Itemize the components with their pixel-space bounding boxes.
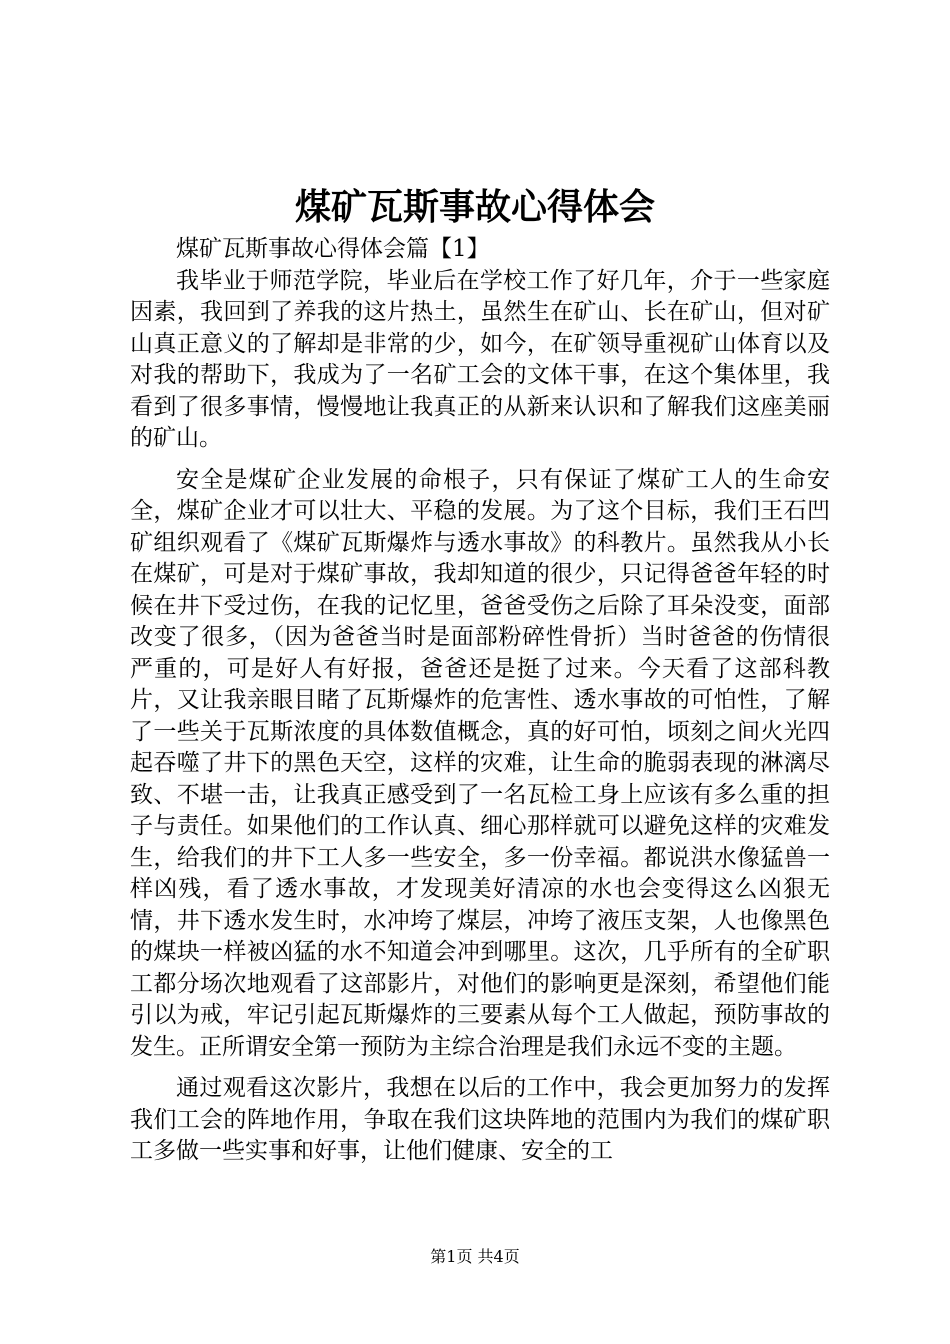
- paragraph-1: 我毕业于师范学院，毕业后在学校工作了好几年，介于一些家庭因素，我回到了养我的这片热土，虽然生在矿山、长在矿山，但对矿山真正意义的了解却是非常的少，如今，在矿领导重视矿山体育以及对我的帮助下，我成为了一名矿工会的文体干事，在这个集体里，我看到了很多事情，慢慢地让我真正的从新来认识和了解我们这座美丽的矿山。: [130, 267, 830, 451]
- section-heading: 煤矿瓦斯事故心得体会篇【1】: [176, 236, 490, 262]
- document-title: 煤矿瓦斯事故心得体会: [294, 186, 655, 228]
- page-footer: 第1页 共4页: [430, 1247, 520, 1266]
- document-body: [130, 234, 830, 1168]
- paragraph-3: 通过观看这次影片，我想在以后的工作中，我会更加努力的发挥我们工会的阵地作用，争取在我们这块阵地的范围内为我们的煤矿职工多做一些实事和好事，让他们健康、安全的工: [130, 1075, 830, 1164]
- paragraph-2: 安全是煤矿企业发展的命根子，只有保证了煤矿工人的生命安全，煤矿企业才可以壮大、平稳的发展。为了这个目标，我们王石凹矿组织观看了《煤矿瓦斯爆炸与透水事故》的科教片。虽然我从小长在煤矿，可是对于煤矿事故，我却知道的很少，只记得爸爸年轻的时候在井下受过伤，在我的记忆里，爸爸受伤之后除了耳朵没变，面部改变了很多，（因为爸爸当时是面部粉碎性骨折）当时爸爸的伤情很严重的，可是好人有好报，爸爸还是挺了过来。今天看了这部科教片，又让我亲眼目睹了瓦斯爆炸的危害性、透水事故的可怕性，了解了一些关于瓦斯浓度的具体数值概念，真的好可怕，顷刻之间火光四起吞噬了井下的黑色天空，这样的灾难，让生命的脆弱表现的淋漓尽致、不堪一击，让我真正感受到了一名瓦检工身上应该有多么重的担子与责任。如果他们的工作认真、细心那样就可以避免这样的灾难发生，给我们的井下工人多一些安全，多一份幸福。都说洪水像猛兽一样凶残，看了透水事故，才发现美好清凉的水也会变得这么凶狠无情，井下透水发生时，水冲垮了煤层，冲垮了液压支架，人也像黑色的煤块一样被凶猛的水不知道会冲到哪里。这次，几乎所有的全矿职工都分场次地观看了这部影片，对他们的影响更是深刻，希望他们能引以为戒，牢记引起瓦斯爆炸的三要素从每个工人做起，预防事故的发生。正所谓安全第一预防为主综合治理是我们永远不变的主题。: [130, 466, 830, 1060]
